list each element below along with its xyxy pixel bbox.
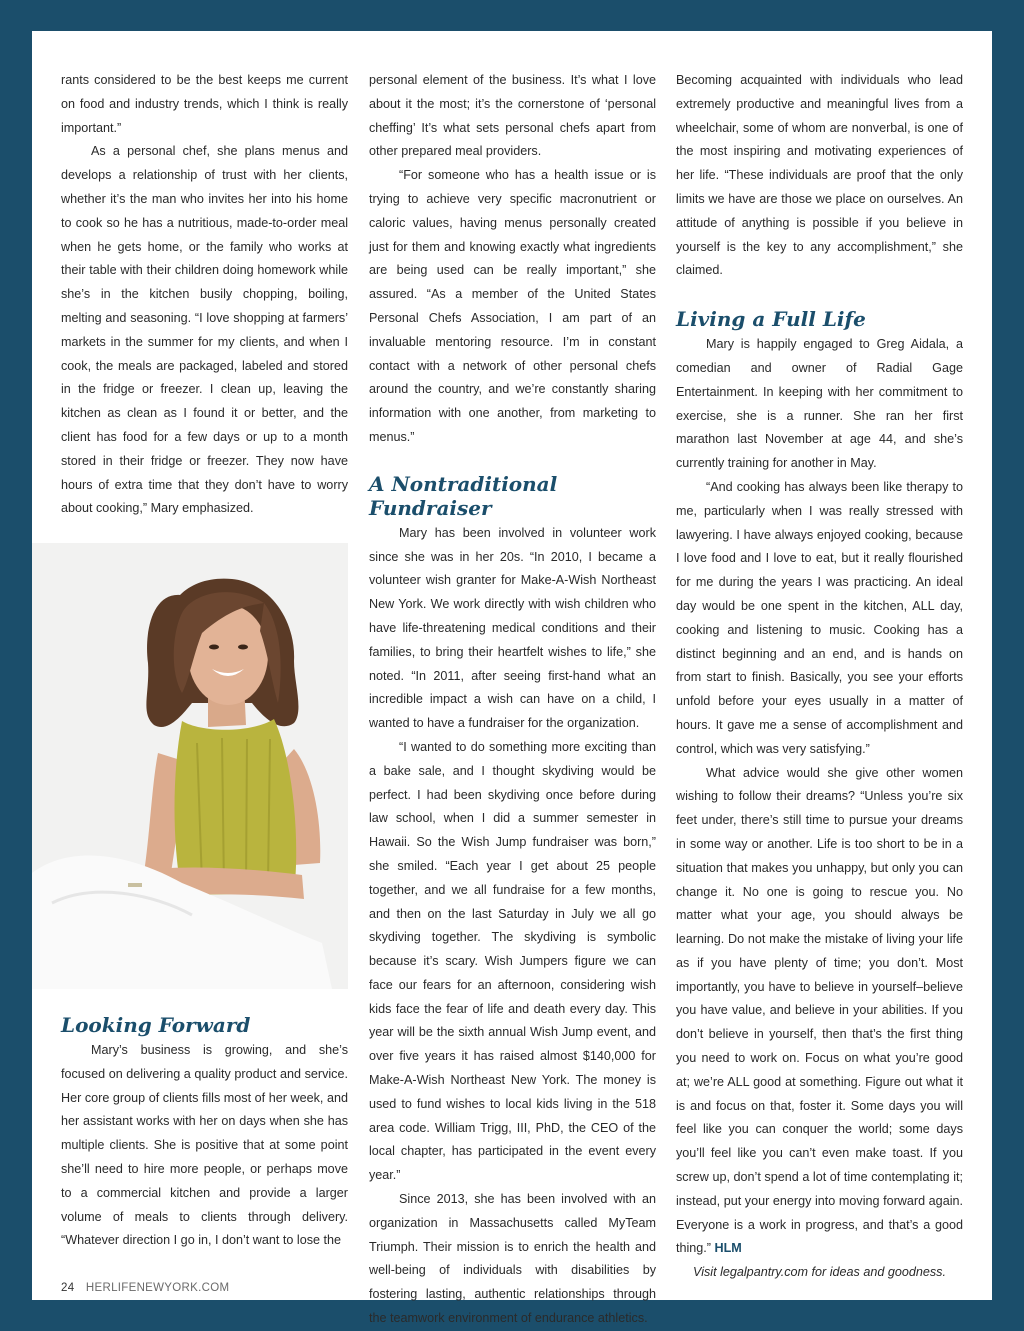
section-heading: A Nontraditional Fundraiser [369, 471, 558, 520]
paragraph: “I wanted to do something more exciting than a bake sale, and I thought skydiving would be perfect. I had been skydiving once before during law school, when I did a summer semester in Hawaii. So the Wish Jump fundraiser was born,” she smiled. “Each year I get about 25 people together, and we all fundraise for a few months, and then on the last Saturday in July we all go skydiving together. The skydiving is symbolic because it’s scary. Wish Jumpers figure we can face our fears for an afternoon, considering wish kids face the fear of life and death every day. This year will be the sixth annual Wish Jump event, and over five years it has raised almost $140,000 for Make-A-Wish Northeast New York. The money is used to fund wishes to local kids living in the 518 area code. William Trigg, III, PhD, the CEO of the local chapter, has participated in the event every year.” [369, 739, 656, 1183]
paragraph: personal element of the business. It’s what I love about it the most; it’s the cornerstone of ‘personal cheffing’ It’s what sets personal chefs apart from other prepared meal providers. [369, 73, 656, 159]
section-heading: Looking Forward [61, 1013, 251, 1037]
portrait-photo [32, 543, 348, 989]
site-name: HERLIFENEWYORK.COM [85, 1282, 230, 1294]
paragraph: Becoming acquainted with individuals who lead extremely productive and meaningful lives from a wheelchair, some of whom are nonverbal, is one of the most inspiring and motivating experiences of her life. “These individuals are proof that the only limits we have are those we place on ourselves. An attitude of anything is possible if you believe in yourself is the key to any accomplishment,” she claimed. [676, 73, 963, 278]
section-heading: Living a Full Life [676, 307, 866, 332]
page-number: 24 [61, 1282, 75, 1294]
paragraph: Mary is happily engaged to Greg Aidala, a comedian and owner of Radial Gage Entertainment. In keeping with her commitment to exercise, she is a runner. She ran her first marathon last November at age 44, and she’s currently training for another in May. [676, 337, 963, 471]
paragraph: Mary has been involved in volunteer work since she was in her 20s. “In 2010, I became a volunteer wish granter for Make-A-Wish Northeast New York. We work directly with wish children who have life-threatening medical conditions and their families, to bring their heartfelt wishes to life,” she noted. “In 2011, after seeing first-hand what an incredible impact a wish can have on a child, I wanted to have a fundraiser for the organization. [369, 525, 656, 731]
paragraph: rants considered to be the best keeps me current on food and industry trends, which I think is really important.” [61, 73, 348, 135]
column-2 [369, 69, 656, 1331]
paragraph: “For someone who has a health issue or is trying to achieve very specific macronutrient or caloric values, having menus personally created just for them and knowing exactly what ingredients are being used can be really important,” she assured. “As a member of the United States Personal Chefs Association, I am part of an invaluable mentoring resource. I’m in constant contact with a network of other personal chefs around the country, and we’re constantly sharing information with one another, from marketing to menus.” [369, 168, 656, 444]
paragraph: Since 2013, she has been involved with an organization in Massachusetts called MyTeam Triumph. Their mission is to enrich the health and well-being of individuals with disabilities by fostering lasting, authentic relationships through the teamwork environment of endurance athletics. [369, 1192, 656, 1326]
page-footer [61, 1282, 229, 1294]
paragraph: Mary’s business is growing, and she’s focused on delivering a quality product and service. Her core group of clients fills most of her week, and her assistant works with her on days when she has multiple clients. She is positive that at some point she’ll need to hire more people, or perhaps move to a commercial kitchen and provide a larger volume of meals to clients through delivery. “Whatever direction I go in, I don’t want to lose the [61, 1043, 348, 1248]
magazine-page [32, 31, 992, 1326]
paragraph-text: What advice would she give other women wishing to follow their dreams? “Unless you’re six feet under, there’s still time to pursue your dreams in some way or another. Life is too short to be in a situation that makes you unhappy, but only you can change it. No one is going to rescue you. No matter what your age, you should always be learning. Do not make the mistake of living your life as if you have plenty of time; you don’t. Most importantly, you have to believe in yourself–believe you have value, and believe in your abilities. If you don’t believe in yourself, then that’s the first thing you need to work on. Focus on what you’re good at; we’re ALL good at something. Figure out what it is and focus on that, foster it. Some days you will feel like you can conquer the world; some days you’ll feel like you can’t even make toast. If you screw up, don’t spend a lot of time contemplating it; instead, put your energy into moving forward again. Everyone is a work in progress, and that’s a good thing.” [676, 765, 963, 1256]
paragraph: As a personal chef, she plans menus and develops a relationship of trust with her clients, whether it’s the man who invites her into his home to cook so he has a nutritious, made-to-order meal when he gets home, or the family who works at their table with their children doing homework while she’s in the kitchen busily chopping, boiling, melting and seasoning. “I love shopping at farmers’ markets in the summer for my clients, and when I cook, the meals are packaged, labeled and stored in the fridge or freezer. I clean up, leaving the kitchen as clean as I found it or better, and the client has food for a few days or up to a month stored in their fridge or freezer. They now have hours of extra time that they don’t have to worry about cooking,” Mary emphasized. [61, 144, 348, 516]
paragraph [676, 762, 963, 1262]
signoff-logo: HLM [714, 1241, 742, 1256]
column-1 [61, 69, 348, 521]
paragraph: “And cooking has always been like therapy to me, particularly when I was really stressed with lawyering. I have always enjoyed cooking, because I love food and I love to eat, but it really flourished for me during the years I was practicing. An ideal day would be one spent in the kitchen, ALL day, cooking and listening to music. Cooking has a distinct beginning and an end, and is hands on from start to finish. Basically, you see your efforts unfold before your eyes usually in a matter of hours. It gave me a sense of accomplishment and control, which was very satisfying.” [676, 479, 963, 756]
column-3 [676, 69, 963, 1285]
looking-forward-section [61, 1013, 348, 1253]
website-credit: Visit legalpantry.com for ideas and goodness. [693, 1265, 946, 1280]
